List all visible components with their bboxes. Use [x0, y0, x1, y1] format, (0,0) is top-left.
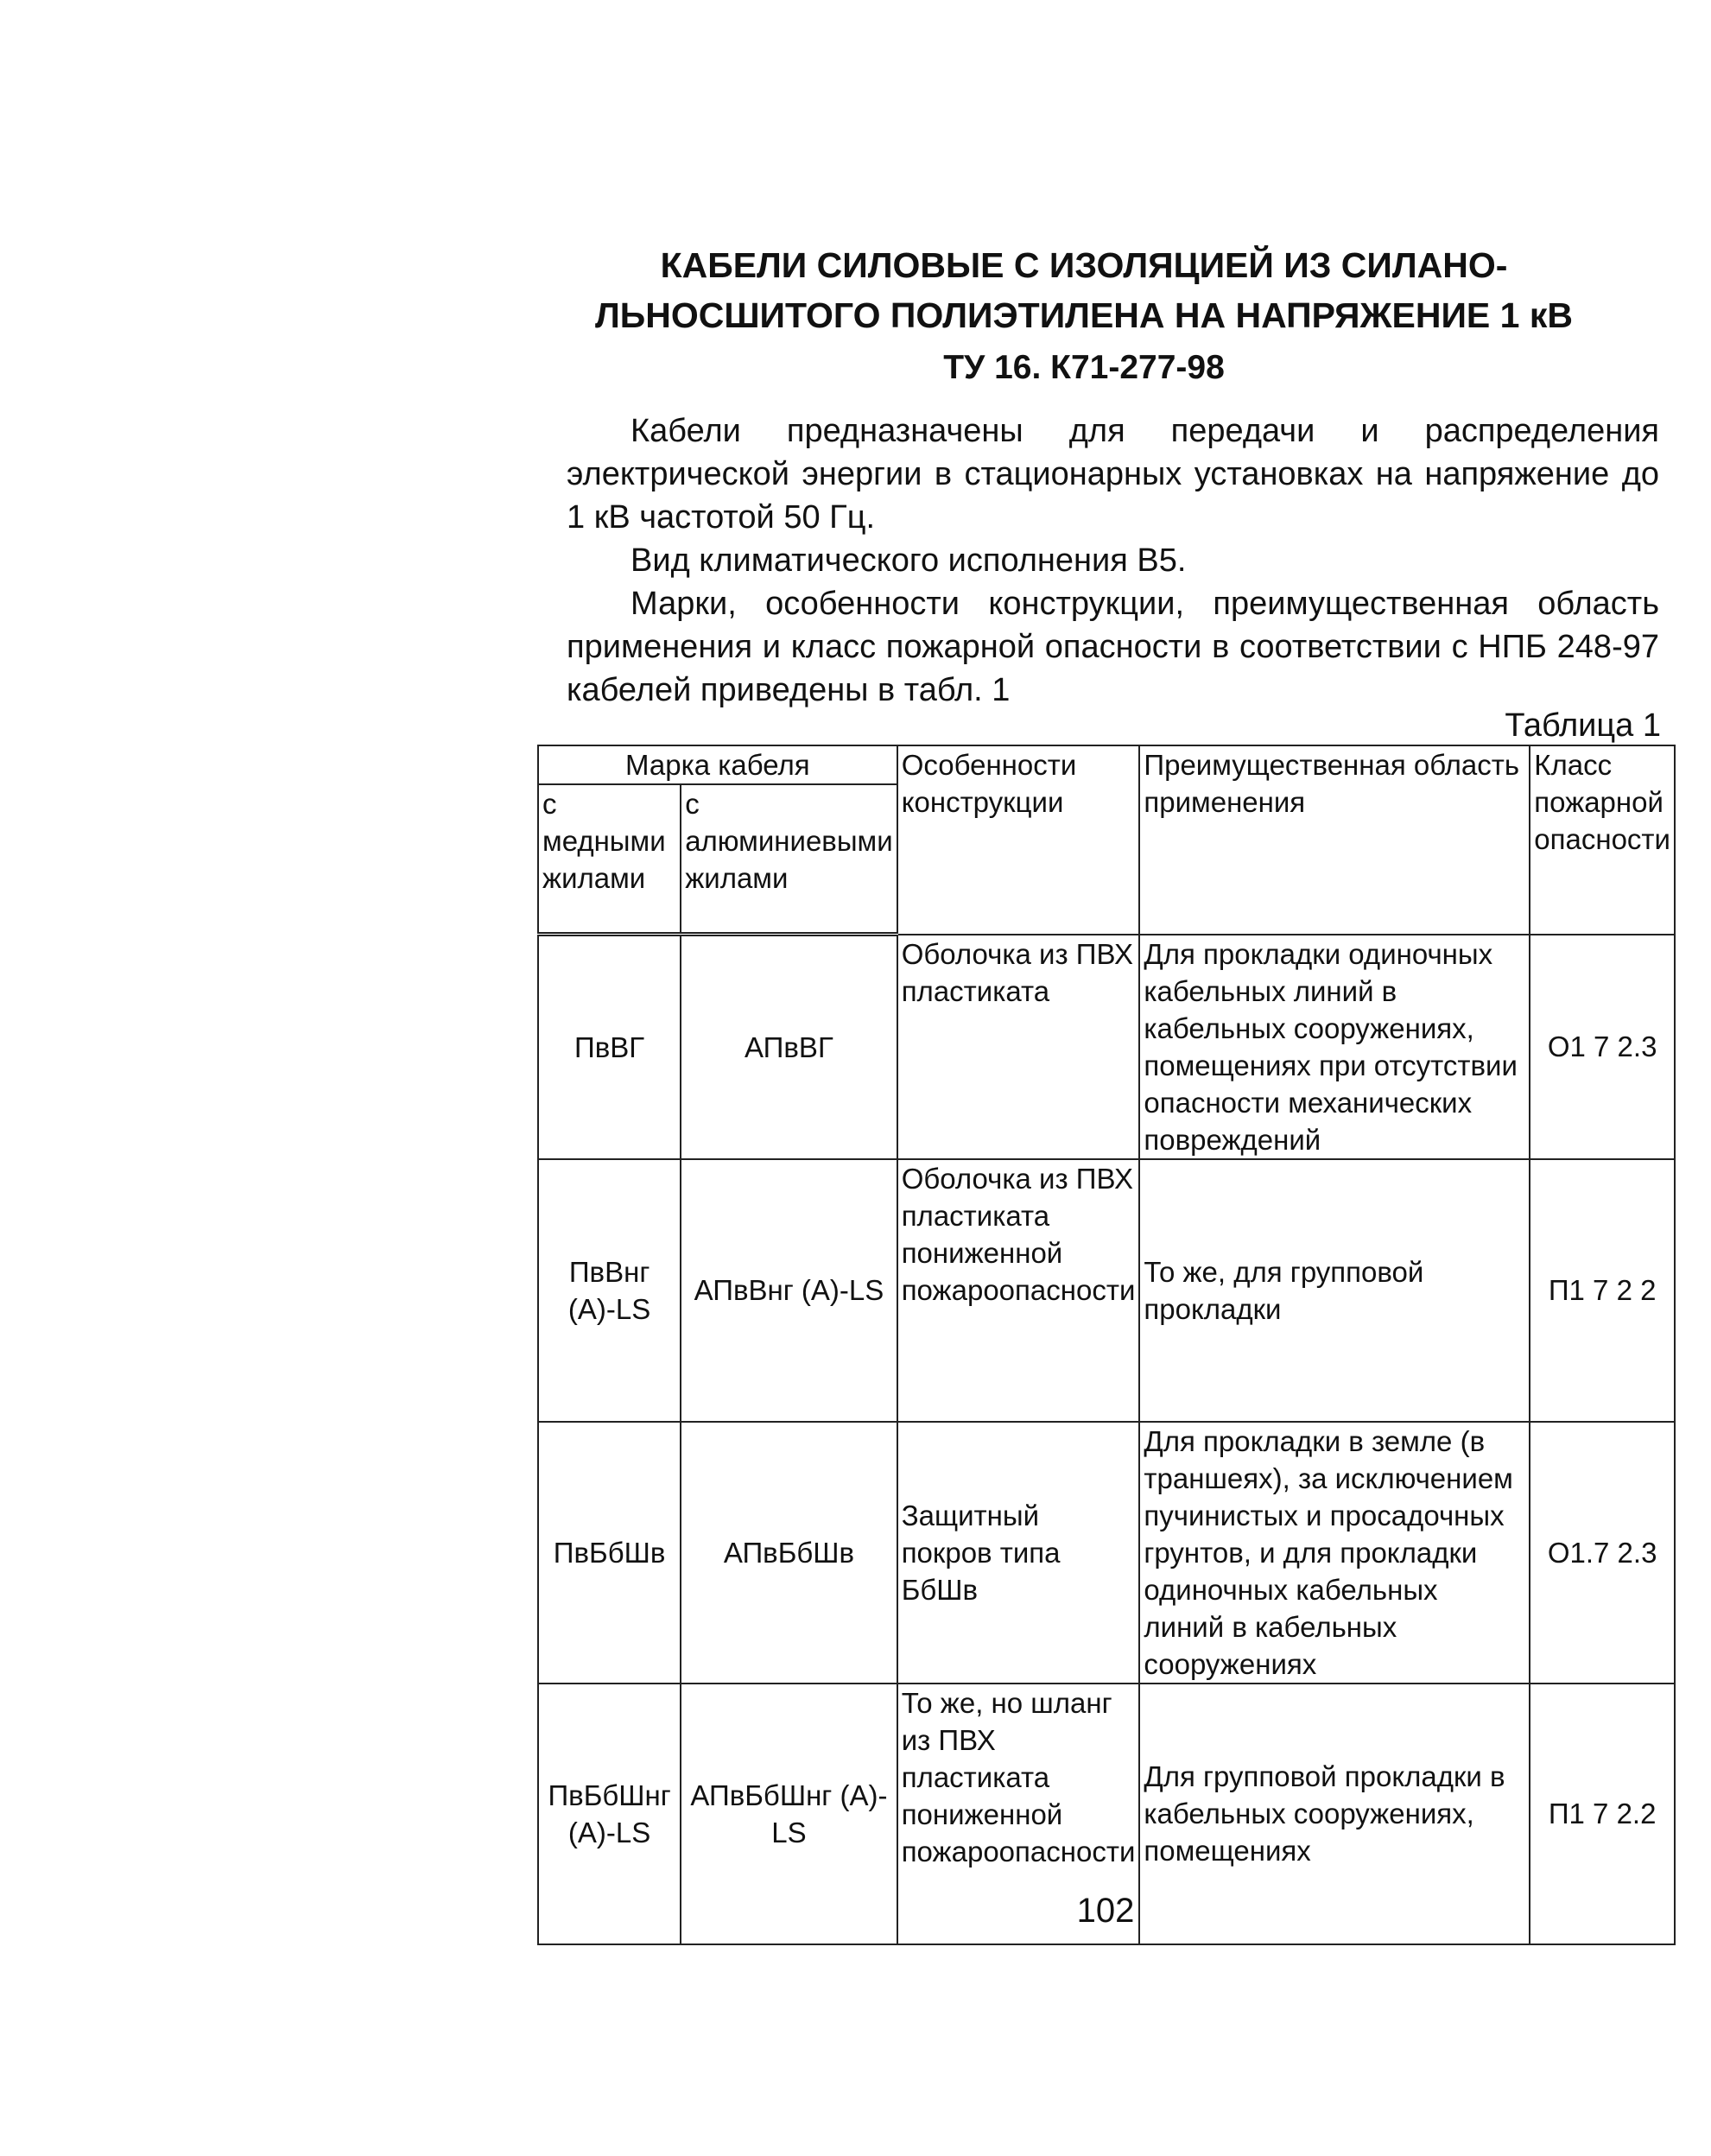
cell-aluminum: АПвВГ: [681, 935, 897, 1159]
paragraph-table-intro: Марки, особенности конструкции, преимущественная область применения и класс пожарной опасности в соответствии с НПБ 248-97 кабелей приведены в табл. 1: [567, 586, 1659, 708]
table-caption: Таблица 1: [1505, 707, 1661, 744]
cell-fire-class: П1 7 2.2: [1530, 1684, 1675, 1944]
cell-fire-class: П1 7 2 2: [1530, 1159, 1675, 1422]
paragraph-climate: Вид климатического исполнения В5.: [631, 542, 1187, 579]
cell-application: То же, для групповой прокладки: [1139, 1159, 1530, 1422]
table-row: [538, 1159, 1675, 1422]
table-row: [538, 935, 1675, 1159]
header-copper: с медными жилами: [538, 784, 681, 935]
table-row: [538, 1422, 1675, 1684]
header-aluminum: с алюминиевыми жилами: [681, 784, 897, 935]
header-application: Преимущественная область применения: [1139, 745, 1530, 935]
cell-features: Оболочка из ПВХ пластиката: [897, 935, 1140, 1159]
document-title: [553, 240, 1615, 340]
title-line-2: ЛЬНОСШИТОГО ПОЛИЭТИЛЕНА НА НАПРЯЖЕНИЕ 1 кВ: [595, 295, 1573, 335]
cell-features: Защитный покров типа БбШв: [897, 1422, 1140, 1684]
title-line-1: КАБЕЛИ СИЛОВЫЕ С ИЗОЛЯЦИЕЙ ИЗ СИЛАНО-: [660, 245, 1508, 285]
cell-fire-class: О1 7 2.3: [1530, 935, 1675, 1159]
header-features: Особенности конструкции: [897, 745, 1140, 935]
spec-number: ТУ 16. К71-277-98: [943, 349, 1225, 386]
cell-copper: ПвВнг (А)-LS: [538, 1159, 681, 1422]
header-fire-class: Класс пожарной опасности: [1530, 745, 1675, 935]
cell-application: Для прокладки в земле (в траншеях), за исключением пучинистых и просадочных грунтов, и для прокладки одиночных кабельных линий в кабельных сооружениях: [1139, 1422, 1530, 1684]
cell-aluminum: АПвБбШнг (А)-LS: [681, 1684, 897, 1944]
cell-aluminum: АПвБбШв: [681, 1422, 897, 1684]
header-mark-group: Марка кабеля: [538, 745, 897, 784]
table-header-row: [538, 745, 1675, 784]
cell-features: Оболочка из ПВХ пластиката пониженной пожароопасности: [897, 1159, 1140, 1422]
cell-aluminum: АПвВнг (А)-LS: [681, 1159, 897, 1422]
cell-copper: ПвБбШв: [538, 1422, 681, 1684]
cable-table: [537, 745, 1676, 1945]
cell-fire-class: О1.7 2.3: [1530, 1422, 1675, 1684]
cell-application: Для прокладки одиночных кабельных линий в кабельных сооружениях, помещениях при отсутствии опасности механических повреждений: [1139, 935, 1530, 1159]
cell-application: Для групповой прокладки в кабельных сооружениях, помещениях: [1139, 1684, 1530, 1944]
cell-copper: ПвВГ: [538, 935, 681, 1159]
cell-copper: ПвБбШнг (А)-LS: [538, 1684, 681, 1944]
page-number: 102: [1076, 1892, 1135, 1930]
cell-features: То же, но шланг из ПВХ пластиката пониженной пожароопасности: [897, 1684, 1140, 1944]
paragraph-purpose: Кабели предназначены для передачи и распределения электрической энергии в стационарных установках на напряжение до 1 кВ частотой 50 Гц.: [567, 413, 1659, 536]
